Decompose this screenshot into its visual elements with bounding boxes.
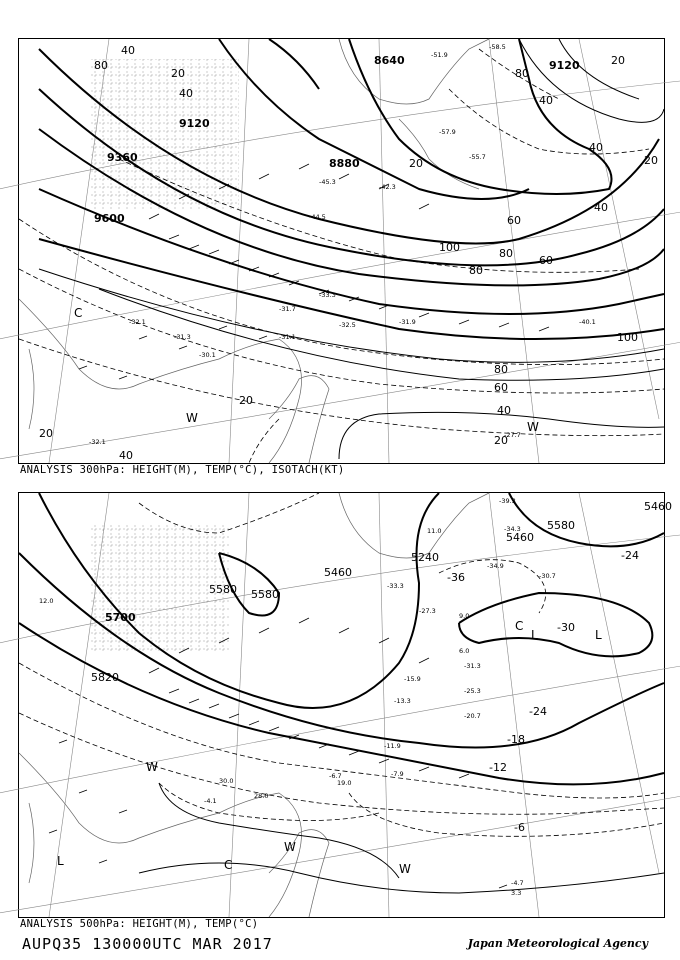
svg-text:19.0: 19.0 [337, 779, 352, 787]
height-label: 5460 [644, 500, 672, 513]
svg-text:-31.3: -31.3 [174, 333, 191, 341]
isotherm-label: -30 [557, 621, 575, 634]
pressure-centers-500 [57, 619, 602, 876]
warm-marker: W [399, 862, 411, 876]
isotach-label: 100 [439, 241, 460, 254]
isotach-label: 40 [594, 201, 608, 214]
map-panel-500hpa [18, 492, 672, 918]
svg-text:-31.1: -31.1 [279, 333, 296, 341]
hatched-area [89, 59, 239, 209]
isotach-label: 40 [121, 44, 135, 57]
svg-text:-7.9: -7.9 [391, 770, 404, 778]
chart-500hpa [19, 493, 672, 917]
svg-text:3.3: 3.3 [511, 889, 522, 897]
warm-marker: W [186, 411, 198, 425]
isotherm-label: -24 [529, 705, 547, 718]
svg-text:-15.9: -15.9 [404, 675, 421, 683]
svg-text:-51.9: -51.9 [431, 51, 448, 59]
svg-text:-58.5: -58.5 [489, 43, 506, 51]
isotach-label: 20 [39, 427, 53, 440]
isotherm-label: -6 [514, 821, 525, 834]
svg-text:-27.7: -27.7 [504, 431, 521, 439]
svg-text:-55.7: -55.7 [469, 153, 486, 161]
isotach-label: 20 [171, 67, 185, 80]
svg-text:-45.3: -45.3 [319, 178, 336, 186]
map-panel-300hpa [18, 38, 665, 464]
low-center: L [57, 854, 64, 868]
isotach-label: 20 [611, 54, 625, 67]
svg-text:-34.3: -34.3 [504, 525, 521, 533]
isotach-label: 80 [494, 363, 508, 376]
svg-text:-31.3: -31.3 [464, 662, 481, 670]
wind-barbs [49, 618, 507, 888]
isotach-label: 80 [469, 264, 483, 277]
svg-text:-11.9: -11.9 [384, 742, 401, 750]
svg-text:-32.1: -32.1 [129, 318, 146, 326]
isotach-label: 20 [644, 154, 658, 167]
svg-text:6.0: 6.0 [459, 647, 470, 655]
svg-text:9.0: 9.0 [459, 612, 470, 620]
agency-credit: Japan Meteorological Agency [467, 937, 648, 950]
height-label: 5820 [91, 671, 119, 684]
svg-text:-31.7: -31.7 [279, 305, 296, 313]
svg-text:-42.3: -42.3 [379, 183, 396, 191]
height-label: 5700 [105, 611, 136, 624]
panel-caption-300hpa: ANALYSIS 300hPa: HEIGHT(M), TEMP(°C), ISOTACH(KT) [20, 464, 345, 476]
svg-text:30.0: 30.0 [219, 777, 234, 785]
svg-text:-32.1: -32.1 [89, 438, 106, 446]
isotach-label: 20 [239, 394, 253, 407]
svg-text:-4.1: -4.1 [204, 797, 217, 805]
svg-text:-30.1: -30.1 [199, 351, 216, 359]
height-label: 5460 [506, 531, 534, 544]
svg-text:-44.5: -44.5 [309, 213, 326, 221]
panel-caption-500hpa: ANALYSIS 500hPa: HEIGHT(M), TEMP(°C) [20, 918, 259, 930]
isotach-label: 40 [179, 87, 193, 100]
warm-marker: W [527, 420, 539, 434]
height-label: 9120 [179, 117, 210, 130]
svg-text:-57.9: -57.9 [439, 128, 456, 136]
height-label: 5240 [411, 551, 439, 564]
svg-text:-32.5: -32.5 [339, 321, 356, 329]
warm-marker: W [284, 840, 296, 854]
svg-text:-30.7: -30.7 [539, 572, 556, 580]
isotach-label: 40 [497, 404, 511, 417]
isotach-label: 60 [539, 254, 553, 267]
isotherm-label: -12 [489, 761, 507, 774]
isotach-label: 100 [617, 331, 638, 344]
height-label: 5580 [209, 583, 237, 596]
svg-text:-27.3: -27.3 [419, 607, 436, 615]
low-center: L [595, 628, 602, 642]
height-label: 5580 [547, 519, 575, 532]
cold-marker: C [515, 619, 524, 633]
svg-text:11.0: 11.0 [427, 527, 442, 535]
low-center: L [531, 628, 538, 642]
svg-text:-39.3: -39.3 [499, 497, 516, 505]
svg-text:12.0: 12.0 [39, 597, 54, 605]
svg-text:-31.9: -31.9 [399, 318, 416, 326]
isotach-label: 20 [494, 434, 508, 447]
isotach-label: 20 [409, 157, 423, 170]
isotach-label: 60 [507, 214, 521, 227]
chart-300hpa [19, 39, 664, 463]
height-label: 9360 [107, 151, 138, 164]
isotherm-label: -18 [507, 733, 525, 746]
isotach-label: 60 [494, 381, 508, 394]
svg-text:-25.3: -25.3 [464, 687, 481, 695]
isotach-label: 40 [589, 141, 603, 154]
chart-identifier: AUPQ35 130000UTC MAR 2017 [22, 935, 273, 953]
isotherm-label: -36 [447, 571, 465, 584]
svg-text:-6.7: -6.7 [329, 772, 342, 780]
cold-marker: C [224, 858, 233, 872]
svg-text:28.0: 28.0 [254, 792, 269, 800]
svg-text:-33.3: -33.3 [387, 582, 404, 590]
cold-marker: C [74, 306, 83, 320]
hatched-area [89, 523, 229, 653]
svg-text:-33.3: -33.3 [319, 291, 336, 299]
isotach-label: 40 [539, 94, 553, 107]
svg-text:-40.1: -40.1 [579, 318, 596, 326]
isotach-label: 40 [119, 449, 133, 462]
svg-text:-13.3: -13.3 [394, 697, 411, 705]
height-label: 8880 [329, 157, 360, 170]
height-label: 8640 [374, 54, 405, 67]
svg-text:-34.9: -34.9 [487, 562, 504, 570]
height-label: 5460 [324, 566, 352, 579]
isotach-label: 80 [515, 67, 529, 80]
isotherm-label: -24 [621, 549, 639, 562]
height-label: 5580 [251, 588, 279, 601]
height-label: 9120 [549, 59, 580, 72]
isotach-label: 80 [499, 247, 513, 260]
height-label: 9600 [94, 212, 125, 225]
isotach-label: 80 [94, 59, 108, 72]
svg-text:-4.7: -4.7 [511, 879, 524, 887]
warm-marker: W [146, 760, 158, 774]
svg-text:-20.7: -20.7 [464, 712, 481, 720]
